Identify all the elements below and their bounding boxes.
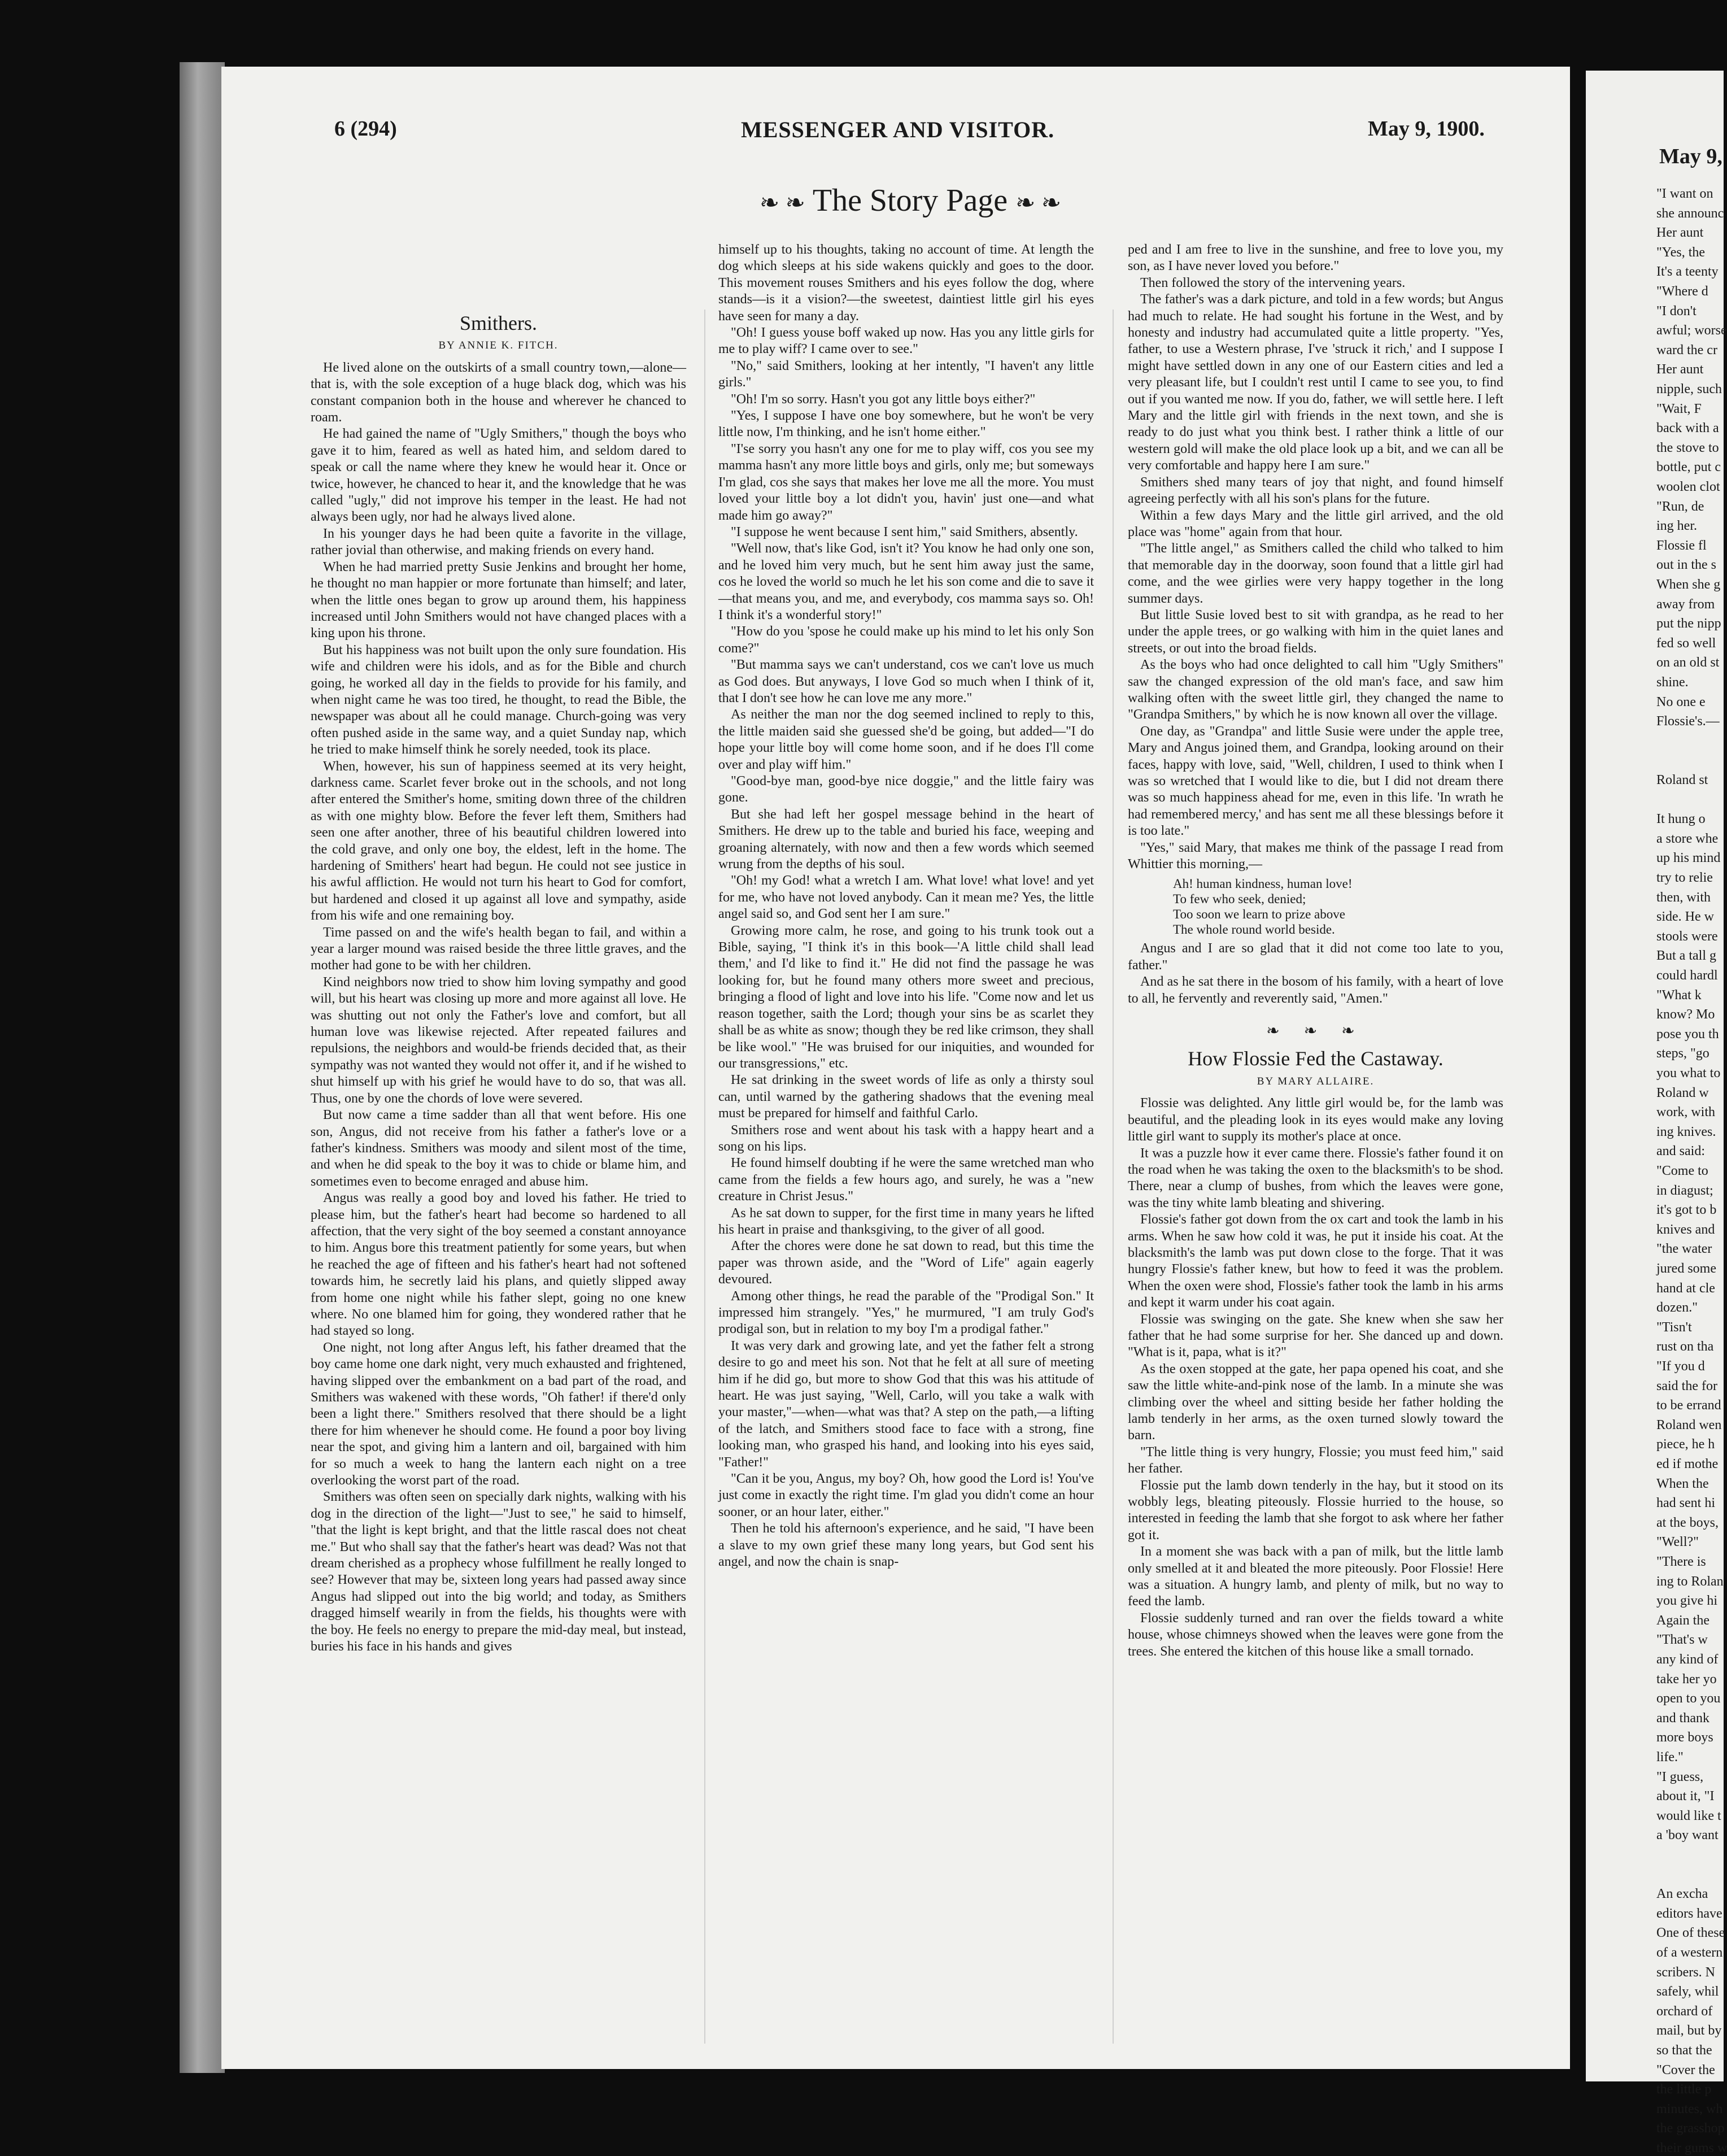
paragraph: The father's was a dark picture, and told in a few words; but Angus had much to relate. He had sought his fortune in the West, and by honesty and industry had accumulated quite a little property. "Yes, father, to use a Western phrase, I've 'struck it rich,' and I suppose I might have settled down in any one of our Eastern cities and led a very pleasant life, but I couldn't rest until I came to see you, to find out if you wanted me now. If you do, father, we will settle here. I left Mary and the little girl with friends in the next town, and she is ready to do just what you think best. I rather think a little of our western gold will make the old place look up a bit, and we can all be very comfortable and happy here I am sure." [1128,292,1503,473]
paragraph: Angus was really a good boy and loved his father. He tried to please him, but the father's heart had become so hardened to all affection, that the very sight of the boy seemed a constant annoyance to him. Angus bore this treatment patiently for some years, but when he reached the age of fifteen and his father's heart had not softened towards him, he secretly laid his plans, and quietly slipped away from home one night while his father slept, going no one knew where. No one blamed him for going, they wondered rather that he had stayed so long. [311,1191,686,1339]
next-page-line: to be errand [1656,1398,1721,1413]
paragraph: As neither the man nor the dog seemed inclined to reply to this, the little maiden said she guessed she'd be going, but added—"I do hope your little boy will come home soon, and if he does I'll come over and play wiff him." [718,707,1094,772]
paragraph: Flossie's father got down from the ox cart and took the lamb in his arms. When he saw how cold it was, he put it inside his coat. At the blacksmith's the lamb was put down close to the forge. That it was hungry Flossie's father knew, but how to feed it was the problem. When the oxen were shod, Flossie's father took the lamb in his arms and kept it warm under his coat again. [1128,1212,1503,1310]
story-byline: BY MARY ALLAIRE. [1257,1075,1375,1087]
next-page-line: the stove to [1656,440,1719,455]
paragraph: Flossie suddenly turned and ran over the fields toward a white house, whose chimneys showed when the leaves were gone from the trees. She entered the kitchen of this house like a small tornado. [1128,1610,1503,1659]
paragraph: "I suppose he went because I sent him," said Smithers, absently. [731,524,1078,539]
paragraph: Flossie was swinging on the gate. She knew when she saw her father that he had some surprise for her. She danced up and down. "What is it, papa, what is it?" [1128,1312,1503,1360]
story-title: Smithers. [459,312,537,334]
section-title: The Story Page [812,183,1008,218]
next-page-line: Her aunt [1656,225,1704,241]
paragraph: "The little thing is very hungry, Flossie; you must feed him," said her father. [1128,1444,1503,1476]
next-page-line: in diagust; [1656,1183,1713,1198]
next-page-line: steps, "go [1656,1046,1709,1061]
paragraph: It was a puzzle how it ever came there. Flossie's father found it on the road when he was taking the oxen to the blacksmith's to be shod. There, near a clump of bushes, from which the leaves were gone, was the tiny white lamb bleating and shivering. [1128,1145,1503,1210]
next-page-line: their gums w [1656,2141,1727,2155]
next-page-line: "Where d [1656,284,1708,299]
next-page-line: "Well?" [1656,1535,1699,1550]
column-3 [1128,242,1503,1660]
next-page-line: "That's w [1656,1632,1708,1648]
next-page-line: had sent hi [1656,1496,1715,1511]
paragraph: When he had married pretty Susie Jenkins and brought her home, he thought no man happier or more fortunate than himself; and later, when the little ones began to grow up around them, his happiness increased until John Smithers would not have changed places with a king upon his throne. [311,559,686,641]
paragraph: "Yes," said Mary, that makes me think of the passage I read from Whittier this morning,— [1128,840,1503,872]
paragraph: "No," said Smithers, looking at her intently, "I haven't any little girls." [718,358,1094,390]
paragraph: After the chores were done he sat down to read, but this time the paper was thrown aside, and the "Word of Life" again eagerly devoured. [718,1239,1094,1287]
next-page-line: minutes, wh [1656,2101,1723,2116]
next-page-line: ed if mothe [1656,1457,1719,1471]
next-page-line: side. He w [1656,909,1714,925]
next-page-line: "I don't [1656,303,1697,319]
next-page-line: editors have [1656,1906,1722,1921]
paragraph: Smithers shed many tears of joy that night, and found himself agreeing perfectly with all his son's plans for the future. [1128,474,1503,507]
next-page-line: bottle, put c [1656,460,1721,475]
paragraph: In a moment she was back with a pan of milk, but the little lamb only smelled at it and bleated the more piteously. Poor Flossie! Here was a situation. A hungry lamb, and plenty of milk, but no way to feed the lamb. [1128,1544,1503,1609]
paragraph: "The little angel," as Smithers called the child who talked to him that memorable day in the doorway, soon found that a little girl had come, and the wee girlies were very happy together in the long summer days. [1128,541,1503,606]
story-title: How Flossie Fed the Castaway. [1188,1047,1443,1070]
next-page-line: rust on tha [1656,1339,1714,1354]
fleuron-icon: ❧ ❧ [759,190,805,216]
next-page-line: ing knives. [1656,1124,1716,1139]
next-page-line: "Run, de [1656,499,1704,514]
next-page-line: "I want on [1656,186,1713,201]
fleuron-icon: ❧ ❧ [1015,190,1062,216]
poem [1173,876,1503,937]
paragraph: Time passed on and the wife's health began to fail, and within a year a larger mound was raised beside the three little graves, and the mother had gone to be with her children. [311,925,686,973]
next-page-line: "What k [1656,987,1702,1003]
next-page-line: "Tisn't [1656,1319,1692,1335]
next-page-line: the grasshop [1656,2121,1725,2136]
poem-line: To few who seek, denied; [1173,892,1306,907]
next-page-line: awful; worse [1656,323,1727,338]
next-page-line: out in the s [1656,557,1716,573]
paragraph: "But mamma says we can't understand, cos we can't love us much as God does. But anyways, I love God so much when I think of it, that I don't see how he can love me any more." [718,657,1094,705]
next-page-line: any kind of [1656,1652,1719,1667]
paragraph: As the oxen stopped at the gate, her papa opened his coat, and she saw the little white-and-pink nose of the lamb. In a minute she was climbing over the wheel and sitting beside her father holding the lamb tenderly in her arms, as the oxen turned slowly toward the barn. [1128,1361,1503,1443]
column-rule [704,310,705,2044]
issue-date: May 9, 1900. [1368,117,1485,141]
paragraph: As he sat down to supper, for the first time in many years he lifted his heart in praise and thanksgiving, to the giver of all good. [718,1205,1094,1237]
paragraph: "I'se sorry you hasn't any one for me to play wiff, cos you see my mamma hasn't any more little boys and girls, only me; but someways I'm glad, cos she says that makes her love me all the more. You must loved your little boy a lot didn't you, havin' just one—and what made him go away?" [718,441,1094,523]
page-number: 6 (294) [334,117,397,141]
next-page-line: "Come to [1656,1164,1708,1178]
next-page-line: One of these [1656,1926,1725,1941]
next-page-line: "Wait, F [1656,401,1702,416]
next-page-line: and thank [1656,1710,1709,1726]
next-page-line: then, with [1656,890,1711,905]
next-page-line: safely, whil [1656,1984,1719,2000]
next-page-line: But a tall g [1656,948,1716,964]
poem-line: The whole round world beside. [1173,922,1335,937]
newspaper-page [221,67,1570,2069]
paragraph: It was very dark and growing late, and yet the father felt a strong desire to go and meet his son. Not that he felt at all sure of meeting him if he did go, but more to show God that this was his attitude of heart. He was just saying, "Well, Carlo, will you take a walk with your master,"—when—what was that? A step on the path,—a lifting of the latch, and Smithers stood face to face with a strong, fine looking man, who grasped his hand, and looking into his eyes said, "Father!" [718,1338,1094,1470]
next-page-line: Again the [1656,1613,1709,1628]
next-page-line: scribers. N [1656,1965,1715,1980]
paragraph: "How do you 'spose he could make up his mind to let his only Son come?" [718,624,1094,656]
paragraph: Smithers rose and went about his task with a happy heart and a song on his lips. [718,1122,1094,1154]
next-page-line: Roland st [1656,773,1708,787]
next-page-line: "the water [1656,1242,1712,1257]
next-page-line: more boys [1656,1730,1713,1745]
next-page-line: Roland wen [1656,1417,1722,1432]
next-page-line: It's a teenty [1656,264,1719,280]
next-page-line: back with a [1656,421,1719,436]
paragraph: In his younger days he had been quite a favorite in the village, rather jovial than otherwise, and making friends on every hand. [311,526,686,558]
next-page-line: of a western [1656,1945,1723,1960]
next-page-line: shine. [1656,675,1689,690]
next-page-line: at the boys, [1656,1515,1719,1530]
paragraph: One night, not long after Angus left, his father dreamed that the boy came home one dark night, very much exhausted and frightened, having slipped over the embankment on a bad part of the road, and Smithers was wakened with these words, "Oh father! if there'd only been a light there." Smithers resolved that there should be a light there for him whenever he should come. He found a poor boy living near the spot, and giving him a lantern and oil, bargained with him for so much a week to hang the lantern each night on a tree overlooking the worst part of the road. [311,1340,686,1488]
next-page-line: Flossie's.— [1656,714,1720,729]
column-1 [311,312,686,1656]
section-title-block [707,182,1114,219]
next-page-line: and said: [1656,1144,1705,1159]
paragraph: Among other things, he read the parable of the "Prodigal Son." It impressed him strangely. "Yes," he murmured, "I am truly God's prodigal son, but in relation to my boy I'm a prodigal father." [718,1288,1094,1337]
paragraph: But little Susie loved best to sit with grandpa, as he read to her under the apple trees, or go walking with him in the quiet lanes and streets, or out into the broad fields. [1128,607,1503,656]
next-page-line: pose you th [1656,1026,1719,1042]
next-page-line: Flossie fl [1656,538,1707,553]
column-2 [718,242,1094,1571]
next-page-line: jured some [1656,1261,1716,1276]
next-page-line: It hung o [1656,812,1706,827]
next-page-line: fed so well [1656,635,1716,651]
paragraph: He found himself doubting if he were the same wretched man who came from the fields a few hours ago, and surely, he was a "new creature in Christ Jesus." [718,1156,1094,1204]
paragraph: But she had left her gospel message behind in the heart of Smithers. He drew up to the table and buried his face, weeping and groaning alternately, with now and then a few words which seemed wrung from the depths of his soul. [718,807,1094,872]
paragraph: But his happiness was not built upon the only sure foundation. His wife and children were his idols, and as for the Bible and church going, he worked all day in the fields to provide for his family, and when night came he was too tired, he thought, to read the Bible, the newspaper was about all he could manage. Church-going was very often pushed aside in the same way, and a quiet Sunday nap, which he tried to make himself think he sorely needed, took its place. [311,642,686,757]
next-page-line: When the [1656,1476,1709,1491]
paragraph: When, however, his sun of happiness seemed at its very height, darkness came. Scarlet fever broke out in the schools, and not long after entered the Smither's home, smiting down three of the children as with one mighty blow. Before the fever left them, Smithers had seen one after another, three of his beautiful children lowered into the cold grave, and only one boy, the eldest, left in the home. The hardening of Smithers' heart had begun. He could not see justice in his awful affliction. He would not turn his heart to God for comfort, but hardened and closed it up against all love and sympathy, aside from his wife and one remaining boy. [311,759,686,924]
paragraph: "Oh! my God! what a wretch I am. What love! what love! and yet for me, who have not loved anybody. Can it mean me? Yes, the little angel said so, and God sent her I am sure." [718,873,1094,922]
paragraph: "Can it be you, Angus, my boy? Oh, how good the Lord is! You've just come in exactly the right time. I'm glad you didn't come an hour sooner, or an hour later, either." [718,1471,1094,1519]
paragraph: One day, as "Grandpa" and little Susie were under the apple tree, Mary and Angus joined them, and Grandpa, looking around on their faces, happy with love, said, "Well, children, I used to think when I was so wretched that I would like to die, but I did not dream there was so much happiness ahead for me, even in this life. 'In wrath he had remembered mercy,' and has sent me all these blessings before it is too late." [1128,724,1503,839]
next-page-line: knives and [1656,1222,1715,1237]
next-page-line: away from [1656,596,1715,612]
paragraph: Kind neighbors now tried to show him loving sympathy and good will, but his heart was closing up more and more against all love. He was shutting out not only the Father's love and comfort, but all human love was likewise rejected. After repeated failures and repulsions, the neighbors and would-be friends decided that, as their sympathy was not wanted they would not offer it, and if he wished to shut himself up with his grief he would have to do so, that was all. Thus, one by one the chords of love were severed. [311,974,686,1106]
poem-line: Ah! human kindness, human love! [1173,877,1353,891]
next-page-line: a store whe [1656,831,1719,846]
next-page-line: hand at cle [1656,1280,1715,1296]
next-page-line: Roland w [1656,1085,1709,1100]
paragraph: Flossie put the lamb down tenderly in the hay, but it stood on its wobbly legs, bleating piteously. Flossie hurried to the house, so interested in feeding the lamb that she forgot to ask where her father got it. [1128,1478,1503,1543]
next-page-line: "Cover the [1656,2062,1715,2077]
paragraph: Then followed the story of the intervening years. [1140,275,1406,290]
paragraph: "Oh! I guess youse boff waked up now. Has you any little girls for me to play wiff? I came over to see." [718,325,1094,357]
paragraph: "Good-bye man, good-bye nice doggie," and the little fairy was gone. [718,774,1094,805]
next-page-line: try to relie [1656,870,1713,885]
next-page-line: so that the [1656,2043,1712,2058]
next-page-line: on an old st [1656,655,1720,670]
paragraph: ped and I am free to live in the sunshine, and free to love you, my son, as I have never loved you before." [1128,242,1503,274]
next-page-header: May 9, [1659,145,1722,168]
next-page-line: An excha [1656,1887,1708,1902]
next-page-line: said the for [1656,1378,1717,1393]
next-page-line: could hardl [1656,968,1718,983]
next-page-line: put the nipp [1656,616,1721,631]
paragraph: He had gained the name of "Ugly Smithers," though the boys who gave it to him, feared as well as hated him, and seldom dared to speak or call the name where they knew he would hear it. Once or twice, however, he chanced to hear it, and the knowledge that he was called "ugly," did not improve his temper in the least. He had not always been ugly, nor had he always lived alone. [311,426,686,525]
paragraph: Within a few days Mary and the little girl arrived, and the old place was "home" again from that hour. [1128,508,1503,539]
paragraph: himself up to his thoughts, taking no account of time. At length the dog which sleeps at his side wakens quickly and goes to the door. This movement rouses Smithers and his eyes follow the dog, where stands—is it a vision?—the sweetest, daintiest little girl his eyes have seen for many a day. [718,242,1094,324]
paper-name: MESSENGER AND VISITOR. [741,117,1055,142]
next-page-line: "Yes, the [1656,245,1706,260]
next-page-line: you give hi [1656,1593,1717,1609]
paragraph: As the boys who had once delighted to call him "Ugly Smithers" saw the changed expression of the old man's face, and saw him walking often with the sweet little girl, they changed the name to "Grandpa Smithers," by which he is now known all over the village. [1128,657,1503,722]
next-page-line: Her aunt [1656,362,1704,377]
paragraph: But now came a time sadder than all that went before. His one son, Angus, did not receive from his father a father's love or a father's kindness. Smithers was moody and silent most of the time, and when he did speak to the boy it was to chide or blame him, and sometimes even to become enraged and abuse him. [311,1108,686,1189]
paragraph: Flossie was delighted. Any little girl would be, for the lamb was beautiful, and the pleading look in its eyes would make any loving little girl want to supply its mother's place at once. [1128,1096,1503,1144]
next-page-line: stools were [1656,929,1718,944]
story-byline: BY ANNIE K. FITCH. [438,339,559,352]
next-page-line: "If you d [1656,1359,1705,1374]
next-page-line: work, with [1656,1105,1715,1120]
next-page-line: ward the cr [1656,342,1717,358]
next-page-line: up his mind [1656,851,1721,866]
next-page-line: "I guess, [1656,1769,1704,1784]
next-page-line: life." [1656,1750,1684,1765]
poem-line: Too soon we learn to prize above [1173,907,1345,922]
next-page-line: know? Mo [1656,1007,1715,1022]
next-page-line: you what to [1656,1066,1721,1081]
next-page-line: ing her. [1656,519,1697,534]
paragraph: Angus and I are so glad that it did not come too late to you, father." [1128,941,1503,973]
column-rule [1113,310,1114,2044]
next-page-line: dozen." [1656,1300,1698,1316]
paragraph: Growing more calm, he rose, and going to his trunk took out a Bible, saying, "I think it's in this book—'A little child shall lead them,' and I'd like to find it." He did not find the passage he was looking for, but he found many others more sweet and precious, bringing a flood of light and love into his life. "Come now and let us reason together, saith the Lord; though your sins be as scarlet they shall be as white as snow; though they be red like crimson, they shall be like wool." "He was bruised for our iniquities, and wounded for our transgressions," etc. [718,923,1094,1071]
paragraph: "Yes, I suppose I have one boy somewhere, but he won't be very little now, I'm thinking, and he isn't home either." [718,408,1094,440]
next-page-line: When she g [1656,577,1721,592]
next-page-line: she announc [1656,206,1724,221]
story-separator: ❧ ❧ ❧ [1266,1022,1365,1040]
paragraph: "Well now, that's like God, isn't it? You know he had only one son, and he loved him very much, but he sent him away just the same, cos he loved the world so much he let his son come and die to save it—that means you, and me, and everybody, cos mamma says so. Oh! I think it's a wonderful story!" [718,541,1094,622]
next-page-fragment [1586,71,1727,2155]
next-page-line: woolen clot [1656,480,1720,494]
book-binding [180,62,225,2073]
next-page-line: orchard of [1656,2003,1713,2019]
next-page-line: about it, "I [1656,1789,1715,1804]
next-page-line: piece, he h [1656,1437,1715,1452]
next-page-line: it's got to b [1656,1203,1717,1218]
next-page-line: No one e [1656,694,1706,709]
next-page-line: ing to Rolan [1656,1574,1724,1589]
paragraph: Then he told his afternoon's experience, and he said, "I have been a slave to my own grief these many long years, but God sent his angel, and now the chain is snap- [718,1521,1094,1570]
next-page-line: mail, but by [1656,2023,1722,2039]
paragraph: He lived alone on the outskirts of a small country town,—alone—that is, with the sole exception of a huge black dog, which was his constant companion both in the house and wherever he chanced to roam. [311,360,686,425]
next-page-line: the little p [1656,2082,1712,2097]
paragraph: "Oh! I'm so sorry. Hasn't you got any little boys either?" [731,391,1036,407]
next-page-line: "There is [1656,1554,1706,1569]
next-page-line: a 'boy want [1656,1828,1719,1843]
paragraph: Smithers was often seen on specially dark nights, walking with his dog in the direction of the light—"Just to see," he said to himself, "that the light is kept bright, and that the little rascal does not cheat me." But who shall say that the father's heart was dead? Was not that dream cherished as a prophecy whose fulfillment he really longed to see? However that may be, sixteen long years had passed away since Angus had slipped out into the big world; and today, as Smithers dragged himself wearily in from the fields, his thoughts were with the boy. He feels no energy to prepare the mid-day meal, but instead, buries his face in his hands and gives [311,1489,686,1654]
next-page-line: open to you [1656,1691,1721,1706]
paragraph: He sat drinking in the sweet words of life as only a thirsty soul can, until warned by the gathering shadows that the evening meal must be prepared for himself and faithful Carlo. [718,1073,1094,1121]
next-page-line: would like t [1656,1808,1721,1823]
next-page-line: nipple, such [1656,382,1722,397]
paragraph: And as he sat there in the bosom of his family, with a heart of love to all, he fervently and reverently said, "Amen." [1128,974,1503,1006]
next-page-line: take her yo [1656,1671,1717,1687]
